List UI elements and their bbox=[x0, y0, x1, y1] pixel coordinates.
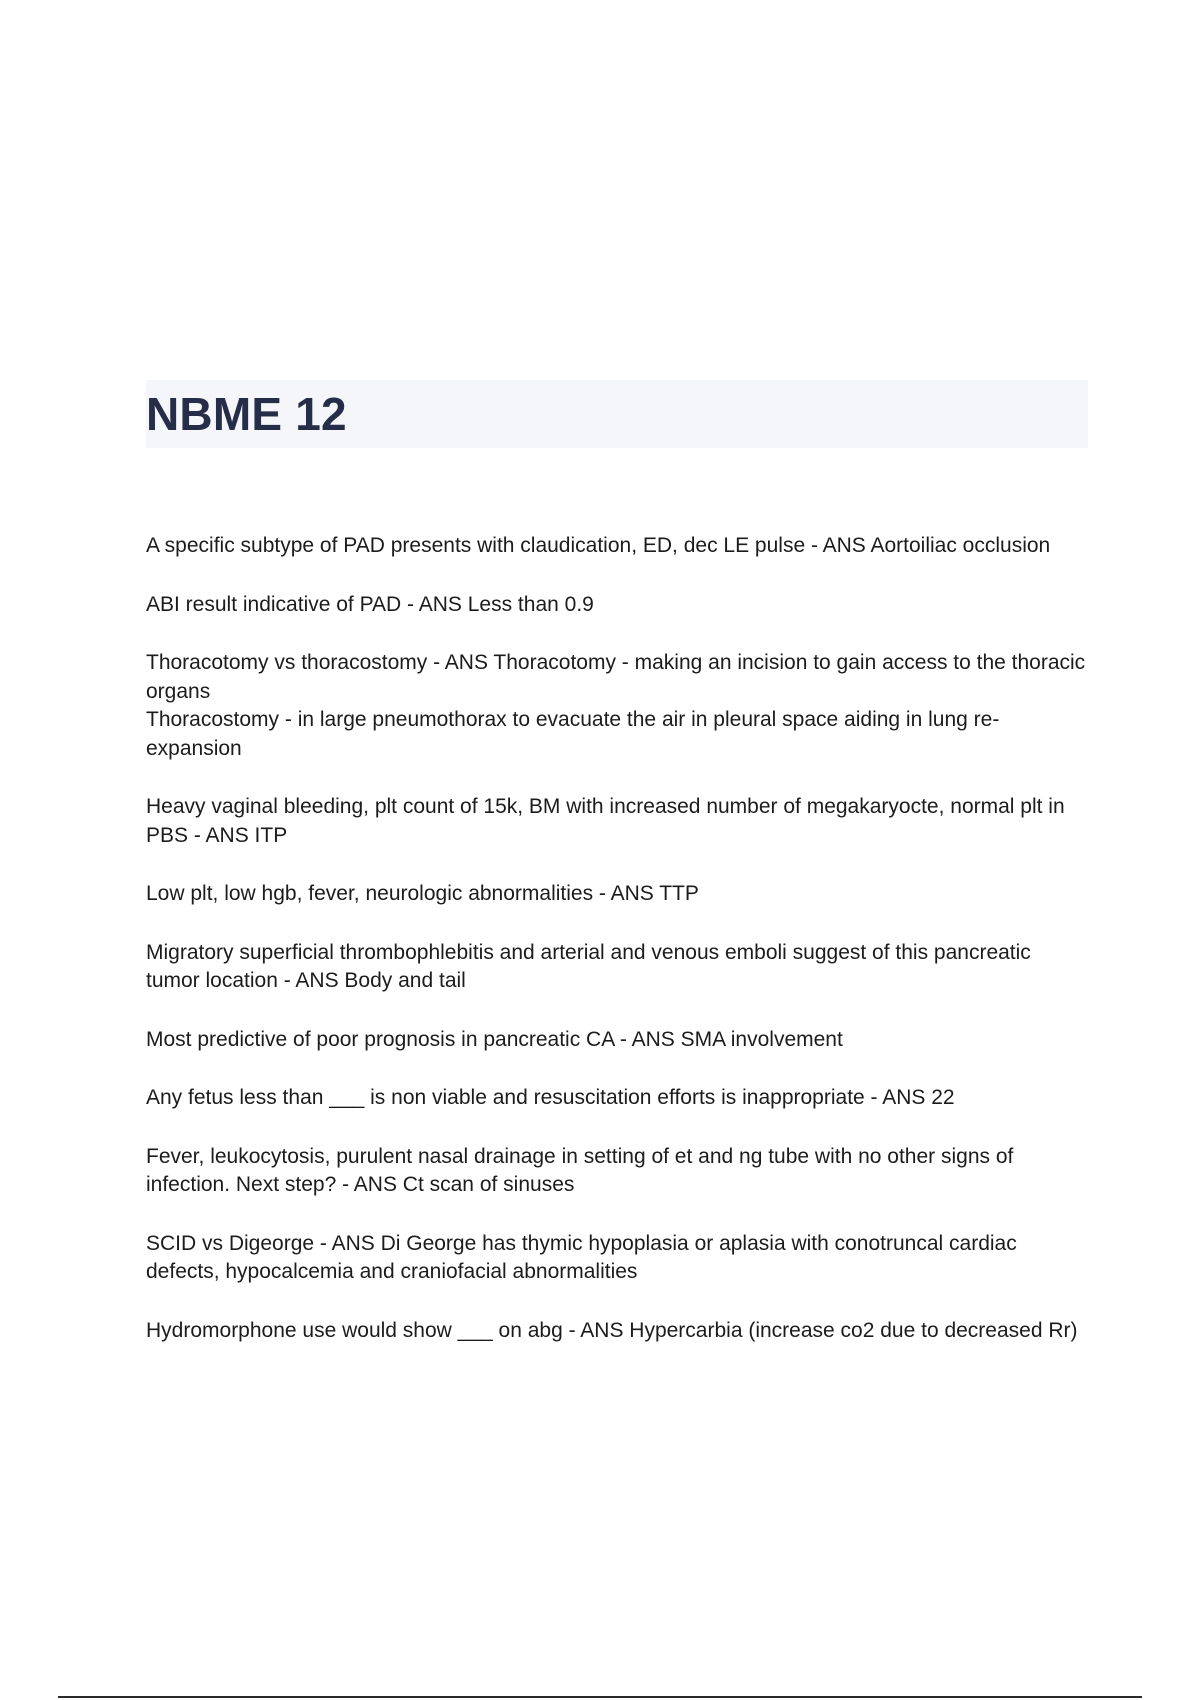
qa-text: Any fetus less than ___ is non viable and resuscitation efforts is inappropriate - ANS 22 bbox=[146, 1086, 955, 1109]
title-band bbox=[146, 380, 1088, 448]
qa-list bbox=[146, 532, 1088, 1375]
qa-item bbox=[146, 1143, 1088, 1200]
qa-text: Hydromorphone use would show ___ on abg - ANS Hypercarbia (increase co2 due to decreased Rr) bbox=[146, 1318, 1078, 1342]
qa-item bbox=[146, 1230, 1088, 1287]
qa-item bbox=[146, 1026, 1088, 1055]
qa-text: Heavy vaginal bleeding, plt count of 15k, BM with increased number of megakaryocte, normal plt in PBS - ANS ITP bbox=[146, 795, 1065, 847]
qa-text: Migratory superficial thrombophlebitis and arterial and venous emboli suggest of this pancreatic tumor location - ANS Body and tail bbox=[146, 940, 1031, 992]
qa-item bbox=[146, 649, 1088, 763]
qa-text: SCID vs Digeorge - ANS Di George has thymic hypoplasia or aplasia with conotruncal cardiac defects, hypocalcemia and craniofacial abnormalities bbox=[146, 1231, 1017, 1283]
qa-item bbox=[146, 939, 1088, 996]
page-title: NBME 12 bbox=[146, 388, 347, 440]
qa-item bbox=[146, 532, 1088, 561]
qa-text: Thoracostomy - in large pneumothorax to evacuate the air in pleural space aiding in lung re-expansion bbox=[146, 708, 1000, 760]
qa-item bbox=[146, 591, 1088, 620]
qa-text: Fever, leukocytosis, purulent nasal drainage in setting of et and ng tube with no other signs of infection. Next step? - ANS Ct scan of sinuses bbox=[146, 1144, 1014, 1196]
qa-text: ABI result indicative of PAD - ANS Less than 0.9 bbox=[146, 592, 594, 616]
qa-text: Thoracotomy vs thoracostomy - ANS Thoracotomy - making an incision to gain access to the thoracic organs bbox=[146, 651, 1086, 703]
qa-text: A specific subtype of PAD presents with claudication, ED, dec LE pulse - ANS Aortoiliac occlusion bbox=[146, 534, 1051, 557]
qa-item bbox=[146, 880, 1088, 909]
qa-text: Most predictive of poor prognosis in pancreatic CA - ANS SMA involvement bbox=[146, 1027, 843, 1051]
qa-item bbox=[146, 1317, 1088, 1346]
qa-text: Low plt, low hgb, fever, neurologic abnormalities - ANS TTP bbox=[146, 882, 699, 905]
footer-divider bbox=[58, 1696, 1142, 1698]
qa-item bbox=[146, 793, 1088, 850]
qa-item bbox=[146, 1084, 1088, 1113]
